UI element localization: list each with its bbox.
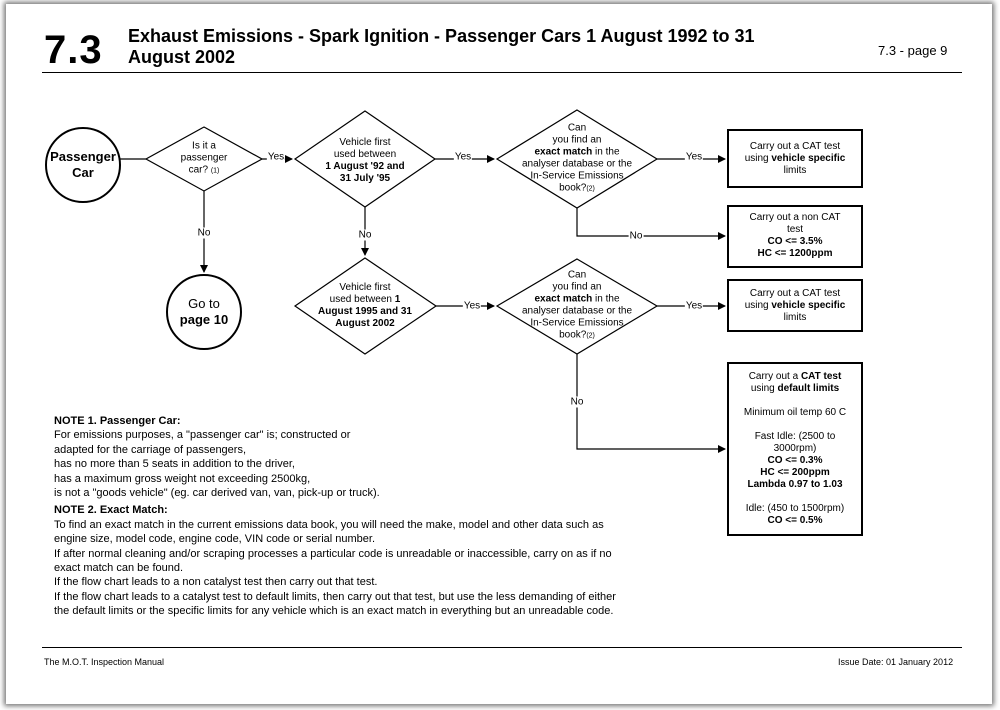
footer-manual-name: The M.O.T. Inspection Manual — [44, 657, 165, 667]
box-cat-specific-1-text: Carry out a CAT test using vehicle specific limits — [744, 141, 846, 176]
label-yes: Yes — [685, 151, 703, 163]
page-reference: 7.3 - page 9 — [878, 43, 948, 58]
label-no: No — [570, 396, 584, 408]
label-yes: Yes — [454, 151, 472, 163]
decision-passenger-car-text: Is it a passenger car? (1) — [180, 140, 228, 176]
note-line: If the flow chart leads to a non catalyst test then carry out that test. — [54, 576, 378, 589]
note-line: has no more than 5 seats in addition to the driver, — [54, 458, 295, 471]
note-2-title: NOTE 2. Exact Match: — [54, 504, 168, 517]
footer-issue-date: Issue Date: 01 January 2012 — [838, 657, 954, 667]
note-line: adapted for the carriage of passengers, — [54, 443, 247, 456]
note-1-title: NOTE 1. Passenger Car: — [54, 415, 181, 427]
label-no: No — [629, 230, 643, 242]
notes-section — [54, 414, 694, 619]
label-no: No — [358, 229, 372, 241]
note-line: If the flow chart leads to a catalyst test to default limits, then carry out that test, but use the less demanding of either — [54, 590, 616, 603]
manual-page — [6, 4, 992, 704]
label-yes: Yes — [267, 151, 285, 163]
label-yes: Yes — [463, 300, 481, 312]
box-default-limits-text: Carry out a CAT test using default limits Minimum oil temp 60 C Fast Idle: (2500 to 3000rpm) CO <= 0.3% HC <= 200ppm Lambda 0.97 to 1.03 Idle: (450 to 1500rpm) CO <= 0.5% — [743, 371, 847, 526]
goto-page-10-label: Go to page 10 — [179, 296, 229, 327]
note-line: is not a "goods vehicle" (eg. car derived van, van, pick-up or truck). — [54, 487, 380, 500]
decision-date-range-1-text: Vehicle first used between 1 August '92 and 31 July '95 — [325, 137, 405, 184]
note-line: If after normal cleaning and/or scraping processes a particular code is unreadable or inaccessible, carry on as if no — [54, 547, 612, 560]
decision-date-range-2-text: Vehicle first used between 1 August 1995 and 31 August 2002 — [318, 282, 412, 329]
edge-q3-no — [577, 208, 725, 236]
note-line: To find an exact match in the current emissions data book, you will need the make, model and other data such as — [54, 518, 604, 531]
label-yes: Yes — [685, 300, 703, 312]
footer-rule — [42, 647, 962, 648]
start-node-label: Passenger Car — [50, 149, 116, 180]
page-title: Exhaust Emissions - Spark Ignition - Passenger Cars 1 August 1992 to 31 August 2002 — [128, 26, 755, 67]
decision-exact-match-2-text: Can you find an exact match in the analyser database or the In-Service Emissions book?(2) — [521, 269, 633, 341]
label-no: No — [197, 227, 211, 239]
note-line: has a maximum gross weight not exceeding 2500kg, — [54, 472, 311, 485]
box-non-cat-text: Carry out a non CAT test CO <= 3.5% HC <= 1200ppm — [749, 212, 841, 259]
section-number: 7.3 — [44, 28, 103, 72]
note-line: For emissions purposes, a "passenger car" is; constructed or — [54, 429, 351, 442]
note-line: engine size, model code, engine code, VIN code or serial number. — [54, 533, 376, 546]
note-line: exact match can be found. — [54, 562, 184, 575]
decision-exact-match-1-text: Can you find an exact match in the analyser database or the In-Service Emissions book?(2) — [521, 122, 633, 194]
box-cat-specific-2-text: Carry out a CAT test using vehicle specific limits — [744, 288, 846, 323]
note-line: the default limits or the specific limits for any vehicle which is an exact match in everything but an unreadable code. — [54, 605, 614, 618]
